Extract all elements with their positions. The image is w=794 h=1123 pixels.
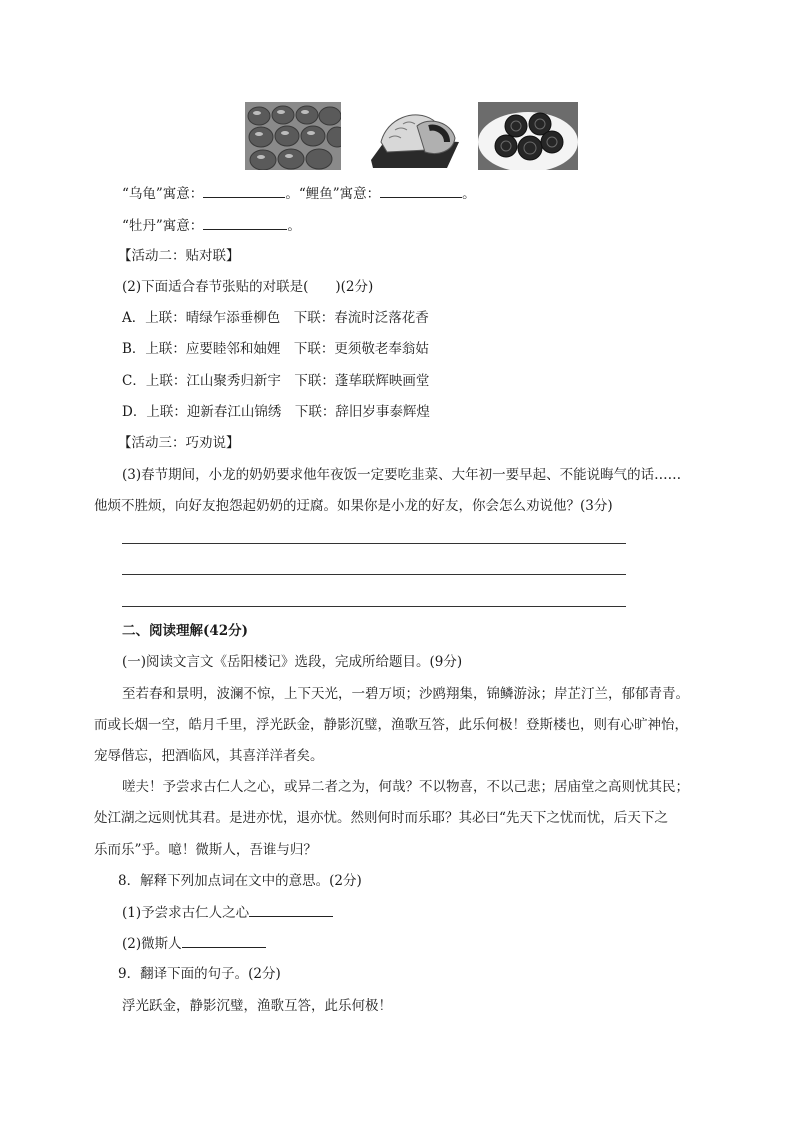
- section-subheading: (一)阅读文言文《岳阳楼记》选段，完成所给题目。(9分): [122, 654, 463, 670]
- turtle-mooncake-photo: [245, 102, 341, 170]
- meaning-line-1: [122, 183, 476, 204]
- option-a[interactable]: A．上联：晴绿乍添垂柳色 下联：春流时泛落花香: [122, 310, 429, 326]
- activity2-title: 【活动二：贴对联】: [118, 248, 240, 264]
- question-8: 8．解释下列加点词在文中的意思。(2分): [118, 873, 362, 889]
- activity3-question-line2: 他烦不胜烦，向好友抱怨起奶奶的迂腐。如果你是小龙的好友，你会怎么劝说他？(3分): [94, 498, 613, 514]
- answer-line-1[interactable]: [122, 543, 626, 544]
- passage-para1-line1: 至若春和景明，波澜不惊，上下天光，一碧万顷；沙鸥翔集，锦鳞游泳；岸芷汀兰，郁郁青青。: [122, 686, 689, 702]
- peony-label: “牡丹”寓意：: [122, 218, 204, 234]
- question-8-item2: [122, 933, 266, 954]
- activity3-question-line1: (3)春节期间，小龙的奶奶要求他年夜饭一定要吃韭菜、大年初一要早起、不能说晦气的话……: [122, 467, 682, 483]
- line-end: 。: [287, 218, 301, 234]
- q8-item2-blank[interactable]: [182, 933, 266, 948]
- passage-para2-line3: 乐而乐”乎。噫！微斯人，吾谁与归？: [94, 842, 317, 858]
- option-d[interactable]: D．上联：迎新春江山锦绣 下联：辞旧岁事泰辉煌: [122, 404, 430, 420]
- question-9-sentence: 浮光跃金，静影沉璧，渔歌互答，此乐何极！: [122, 998, 392, 1014]
- carp-answer-blank[interactable]: [380, 183, 462, 198]
- question-8-item1: [122, 902, 333, 923]
- activity2-question: (2)下面适合春节张贴的对联是( )(2分): [122, 279, 374, 295]
- answer-line-3[interactable]: [122, 606, 626, 607]
- passage-para1-line2: 而或长烟一空，皓月千里，浮光跃金，静影沉璧，渔歌互答，此乐何极！登斯楼也，则有心旷神怡，: [94, 717, 688, 733]
- peony-answer-blank[interactable]: [203, 215, 287, 230]
- question-9: 9．翻译下面的句子。(2分): [118, 966, 281, 982]
- peony-mooncake-photo: [478, 102, 578, 170]
- q8-item1-text: (1)予尝求古仁人之心: [122, 905, 250, 921]
- turtle-answer-blank[interactable]: [203, 183, 285, 198]
- section-heading: 二、阅读理解(42分): [122, 623, 249, 639]
- q8-item1-blank[interactable]: [249, 902, 333, 917]
- option-c[interactable]: C．上联：江山聚秀归新宇 下联：蓬荜联辉映画堂: [122, 373, 430, 389]
- passage-para2-line2: 处江湖之远则忧其君。是进亦忧，退亦忧。然则何时而乐耶？其必曰“先天下之忧而忧，后天下之: [94, 810, 668, 826]
- option-b[interactable]: B．上联：应要睦邻和妯娌 下联：更须敬老奉翁姑: [122, 341, 429, 357]
- line-end: 。: [462, 186, 476, 202]
- passage-para1-line3: 宠辱偕忘，把酒临风，其喜洋洋者矣。: [94, 748, 324, 764]
- answer-line-2[interactable]: [122, 574, 626, 575]
- meaning-line-2: [122, 215, 301, 236]
- passage-para2-line1: 嗟夫！予尝求古仁人之心，或异二者之为，何哉？不以物喜，不以己悲；居庙堂之高则忧其民；: [122, 779, 689, 795]
- turtle-label: “乌龟”寓意：: [122, 186, 204, 202]
- carp-label: “鲤鱼”寓意：: [298, 186, 381, 202]
- carp-mooncake-photo: [367, 102, 463, 170]
- separator: 。: [285, 186, 299, 202]
- activity3-title: 【活动三：巧劝说】: [118, 435, 240, 451]
- q8-item2-text: (2)微斯人: [122, 936, 182, 952]
